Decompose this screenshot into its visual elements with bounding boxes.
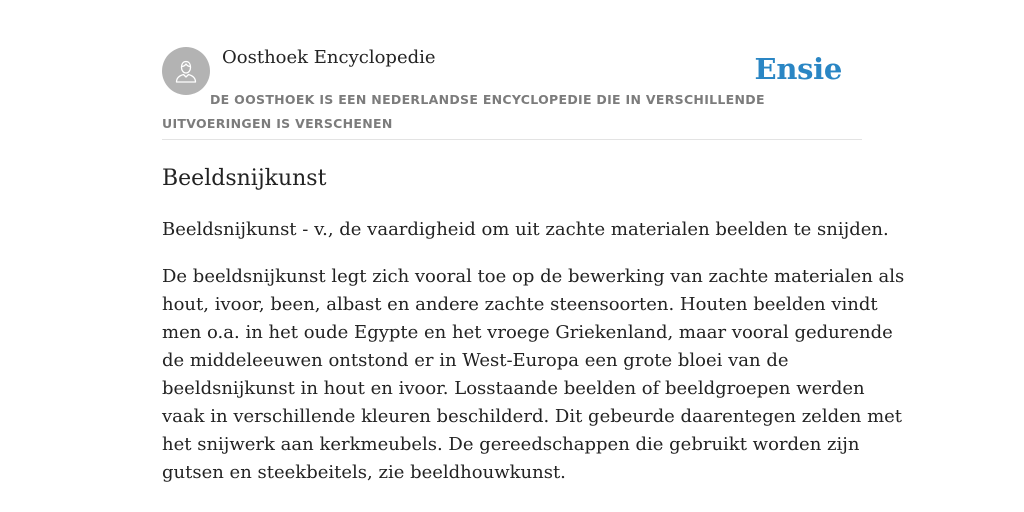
article-body-line: het snijwerk aan kerkmeubels. De gereedschappen die gebruikt worden zijn: [162, 434, 860, 455]
article-body-line: vaak in verschillende kleuren beschilderd. Dit gebeurde daarentegen zelden met: [162, 406, 903, 427]
article-body-line: hout, ivoor, been, albast en andere zachte steensoorten. Houten beelden vindt: [162, 294, 878, 315]
article-title: Beeldsnijkunst: [162, 166, 327, 191]
article-body-line: beeldsnijkunst in hout en ivoor. Losstaande beelden of beeldgroepen werden: [162, 378, 865, 399]
article-body-line: de middeleeuwen ontstond er in West-Europa een grote bloei van de: [162, 350, 789, 371]
article-body: [162, 263, 905, 487]
source-description: DE OOSTHOEK IS EEN NEDERLANDSE ENCYCLOPEDIE DIE IN VERSCHILLENDE UITVOERINGEN IS VERSCHENEN: [162, 92, 765, 131]
page: [162, 0, 905, 483]
article-body-line: gutsen en steekbeitels, zie beeldhouwkunst.: [162, 462, 566, 483]
user-silhouette-icon: [172, 57, 200, 85]
article-body-line: De beeldsnijkunst legt zich vooral toe op de bewerking van zachte materialen als: [162, 266, 905, 287]
source-name-link[interactable]: Oosthoek Encyclopedie: [222, 47, 436, 68]
source-header: [162, 0, 862, 140]
article-definition: Beeldsnijkunst - v., de vaardigheid om uit zachte materialen beelden te snijden.: [162, 219, 889, 240]
article-body-line: men o.a. in het oude Egypte en het vroege Griekenland, maar vooral gedurende: [162, 322, 893, 343]
brand-logo[interactable]: Ensie: [754, 52, 842, 86]
